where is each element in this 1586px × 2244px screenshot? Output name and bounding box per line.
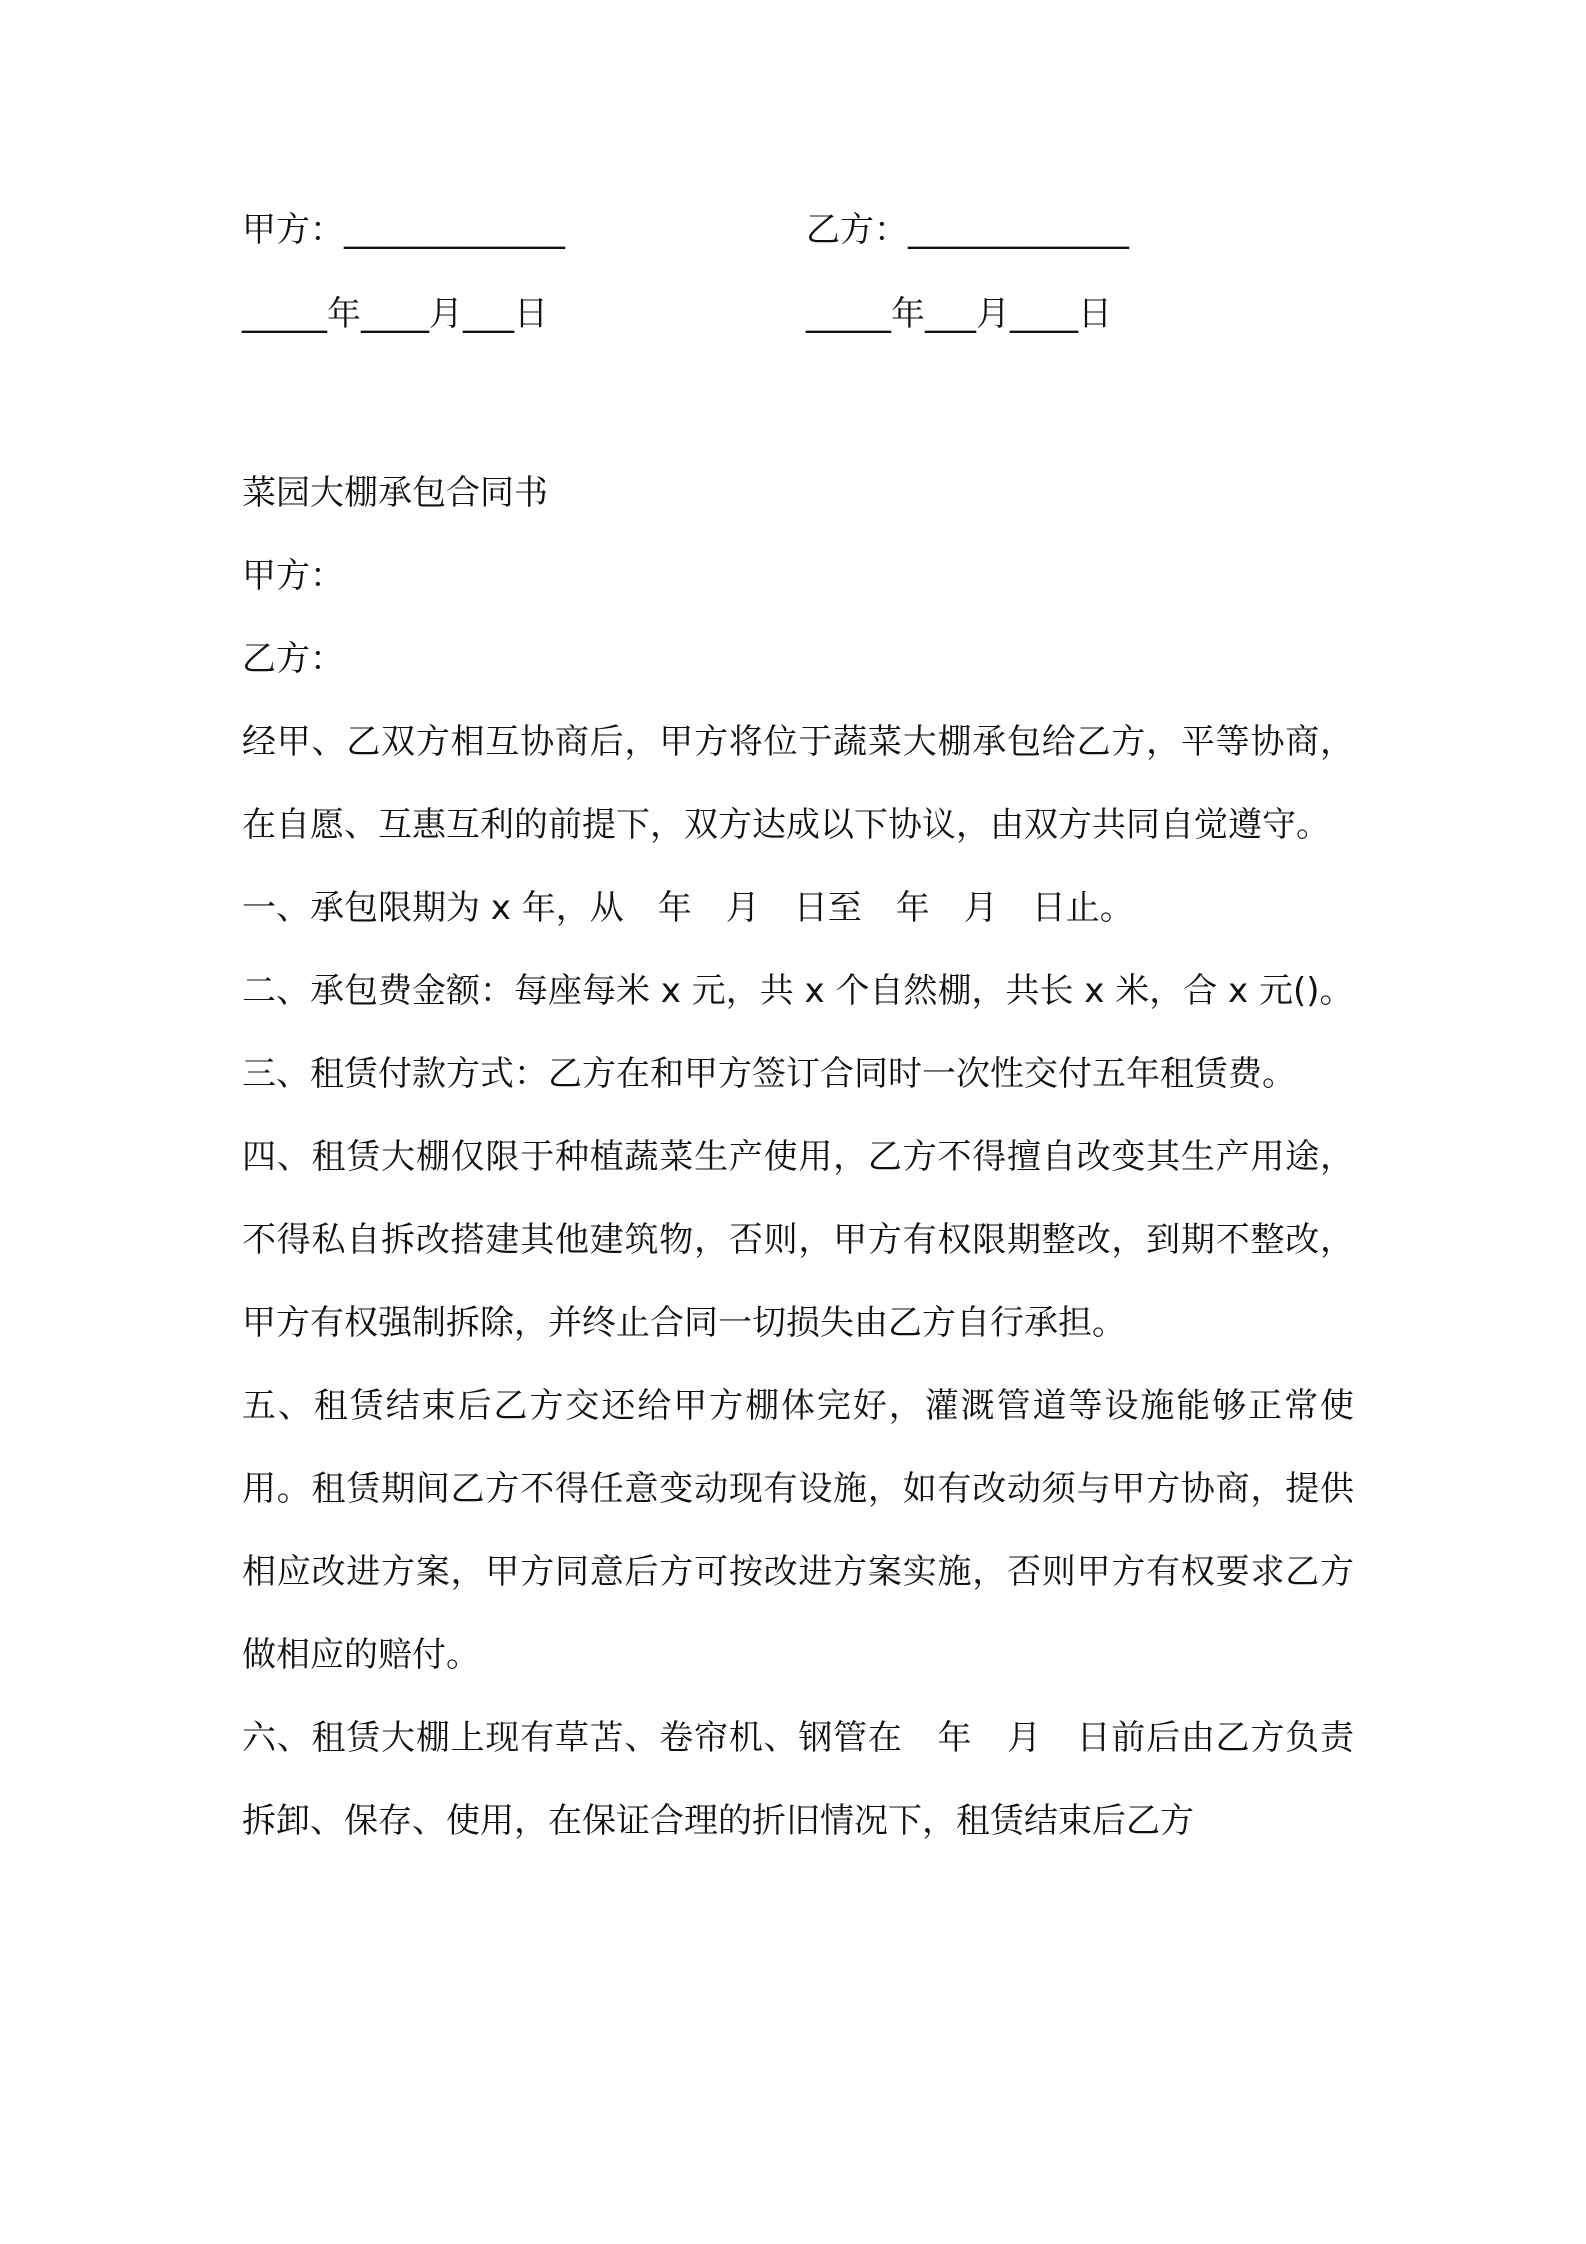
clause-5: 五、租赁结束后乙方交还给甲方棚体完好，灌溉管道等设施能够正常使用。租赁期间乙方不得任意变动现有设施，如有改动须与甲方协商，提供相应改进方案，甲方同意后方可按改进方案实施，否则甲方有权要求乙方做相应的赔付。: [242, 1386, 1354, 1675]
clause-2: 二、承包费金额：每座每米 x 元，共 x 个自然棚，共长 x 米，合 x 元()。: [242, 971, 1354, 1011]
intro-paragraph: 经甲、乙双方相互协商后，甲方将位于蔬菜大棚承包给乙方，平等协商，在自愿、互惠互利的前提下，双方达成以下协议，由双方共同自觉遵守。: [242, 722, 1354, 845]
party-a-signature-line: 甲方：_____________: [242, 210, 565, 250]
party-b-label: 乙方：: [242, 639, 344, 679]
party-b-signature-line: 乙方：_____________: [806, 210, 1129, 250]
clause-6: 六、租赁大棚上现有草苫、卷帘机、钢管在 年 月 日前后由乙方负责拆卸、保存、使用，在保证合理的折旧情况下，租赁结束后乙方: [242, 1718, 1354, 1841]
party-a-label: 甲方：: [242, 556, 344, 596]
clause-3: 三、租赁付款方式：乙方在和甲方签订合同时一次性交付五年租赁费。: [242, 1054, 1296, 1094]
clause-1: 一、承包限期为 x 年，从 年 月 日至 年 月 日止。: [242, 888, 1134, 928]
contract-body: [242, 452, 1354, 1863]
party-a-date-line: _____年____月___日: [242, 294, 548, 334]
party-b-date-line: _____年___月____日: [806, 294, 1112, 334]
clause-4: 四、租赁大棚仅限于种植蔬菜生产使用，乙方不得擅自改变其生产用途，不得私自拆改搭建其他建筑物，否则，甲方有权限期整改，到期不整改，甲方有权强制拆除，并终止合同一切损失由乙方自行承担。: [242, 1137, 1354, 1343]
contract-title: 菜园大棚承包合同书: [242, 473, 548, 513]
